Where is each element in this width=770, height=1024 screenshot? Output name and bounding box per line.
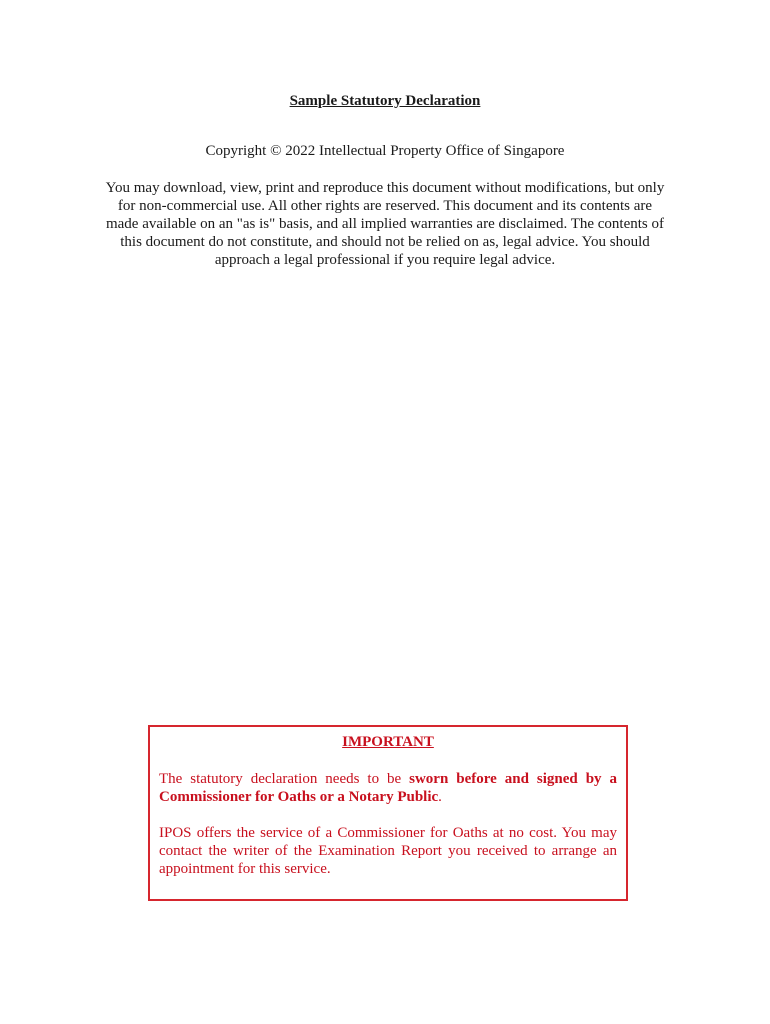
copyright-notice: Copyright © 2022 Intellectual Property Office of Singapore [205, 143, 565, 159]
important-heading: IMPORTANT [342, 734, 434, 750]
important-para1-bold: sworn before and signed by a Commissioner for Oaths or a Notary Public [159, 771, 617, 805]
disclaimer-paragraph: You may download, view, print and reproduce this document without modifications, but only for non-commercial use. All other rights are reserved. This document and its contents are made available on an "as is" basis, and all implied warranties are disclaimed. The contents of this document do not constitute, and should not be relied on as, legal advice. You should approach a legal professional if you require legal advice. [105, 180, 665, 268]
important-para1-suffix: . [438, 789, 442, 805]
important-paragraph-sworn [159, 770, 617, 806]
important-paragraph-service: IPOS offers the service of a Commissioner for Oaths at no cost. You may contact the writer of the Examination Report you received to arrange an appointment for this service. [159, 825, 617, 877]
important-para1-prefix: The statutory declaration needs to be [159, 771, 410, 787]
document-title: Sample Statutory Declaration [289, 93, 481, 109]
important-notice-box [148, 725, 628, 901]
